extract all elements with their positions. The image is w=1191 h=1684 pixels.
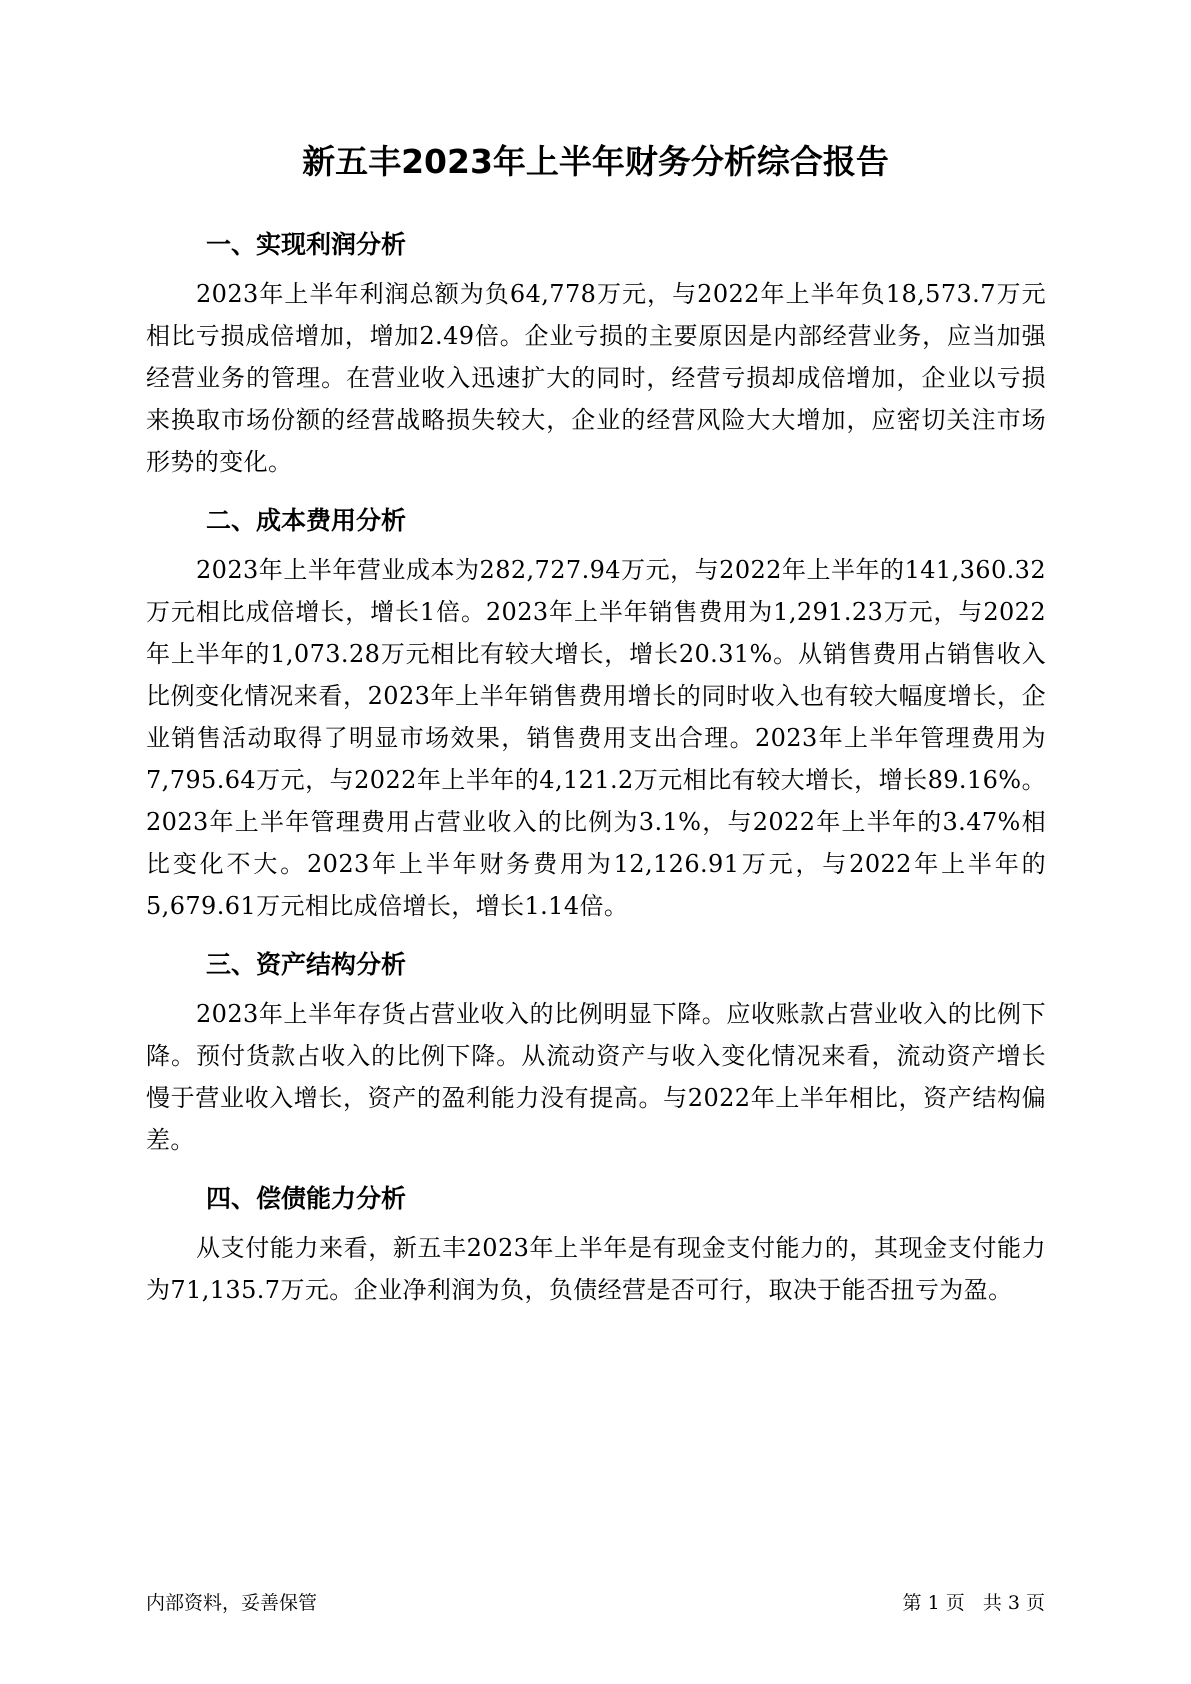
section-paragraph: 2023年上半年营业成本为282,727.94万元，与2022年上半年的141,360.32万元相比成倍增长，增长1倍。2023年上半年销售费用为1,291.23万元，与2022年上半年的1,073.28万元相比有较大增长，增长20.31%。从销售费用占销售收入比例变化情况来看，2023年上半年销售费用增长的同时收入也有较大幅度增长，企业销售活动取得了明显市场效果，销售费用支出合理。2023年上半年管理费用为7,795.64万元，与2022年上半年的4,121.2万元相比有较大增长，增长89.16%。2023年上半年管理费用占营业收入的比例为3.1%，与2022年上半年的3.47%相比变化不大。2023年上半年财务费用为12,126.91万元，与2022年上半年的5,679.61万元相比成倍增长，增长1.14倍。 bbox=[146, 556, 1046, 920]
report-body bbox=[146, 225, 1046, 1329]
page-title: 新五丰2023年上半年财务分析综合报告 bbox=[302, 142, 889, 181]
section-solvency-analysis bbox=[146, 1179, 1046, 1311]
section-paragraph: 2023年上半年利润总额为负64,778万元，与2022年上半年负18,573.7万元相比亏损成倍增加，增加2.49倍。企业亏损的主要原因是内部经营业务，应当加强经营业务的管理。在营业收入迅速扩大的同时，经营亏损却成倍增加，企业以亏损来换取市场份额的经营战略损失较大，企业的经营风险大大增加，应密切关注市场形势的变化。 bbox=[146, 280, 1046, 476]
section-heading: 一、实现利润分析 bbox=[206, 230, 407, 259]
section-paragraph: 从支付能力来看，新五丰2023年上半年是有现金支付能力的，其现金支付能力为71,135.7万元。企业净利润为负，负债经营是否可行，取决于能否扭亏为盈。 bbox=[146, 1234, 1046, 1304]
section-heading: 三、资产结构分析 bbox=[206, 950, 407, 979]
section-heading: 二、成本费用分析 bbox=[206, 506, 407, 535]
section-heading: 四、偿债能力分析 bbox=[206, 1184, 407, 1213]
section-paragraph: 2023年上半年存货占营业收入的比例明显下降。应收账款占营业收入的比例下降。预付货款占收入的比例下降。从流动资产与收入变化情况来看，流动资产增长慢于营业收入增长，资产的盈利能力没有提高。与2022年上半年相比，资产结构偏差。 bbox=[146, 1000, 1046, 1154]
page-number-label: 第 1 页 共 3 页 bbox=[902, 1592, 1045, 1614]
footer-page-number bbox=[903, 1590, 1045, 1616]
section-cost-analysis bbox=[146, 501, 1046, 927]
section-profit-analysis bbox=[146, 225, 1046, 483]
section-asset-structure-analysis bbox=[146, 945, 1046, 1161]
footer-confidentiality-note: 内部资料，妥善保管 bbox=[146, 1592, 318, 1614]
